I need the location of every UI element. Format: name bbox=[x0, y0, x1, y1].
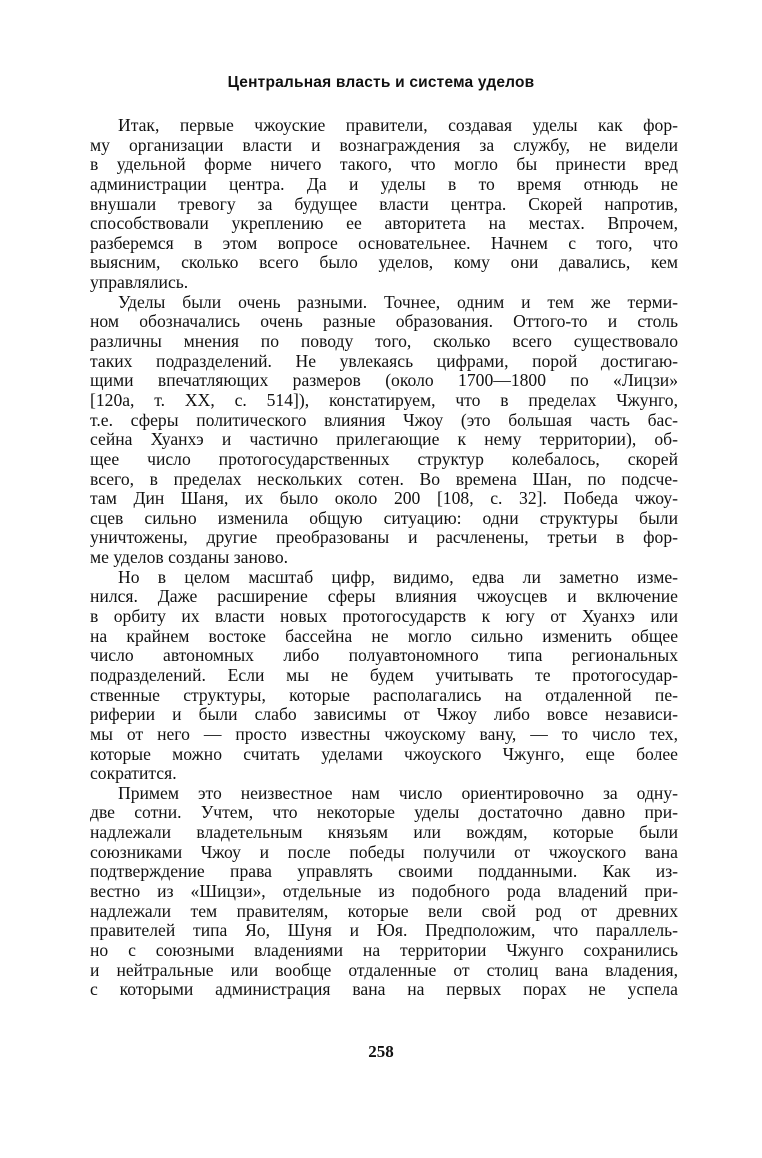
text-line: которые можно считать уделами чжоуского Чжунго, еще более bbox=[90, 744, 678, 764]
text-line: сейна Хуанхэ и частично прилегающие к нему территории), об- bbox=[90, 430, 678, 450]
text-line: риферии и были слабо зависимы от Чжоу либо вовсе независи- bbox=[90, 705, 678, 725]
text-line: мы от него — просто известны чжоускому вану, — то число тех, bbox=[90, 724, 678, 744]
text-line: способствовали укреплению ее авторитета на местах. Впрочем, bbox=[90, 214, 678, 234]
text-line: подтверждение права управлять своими подданными. Как из- bbox=[90, 862, 678, 882]
text-line: в орбиту их власти новых протогосударств к югу от Хуанхэ или bbox=[90, 607, 678, 627]
text-line: Примем это неизвестное нам число ориентировочно за одну- bbox=[118, 783, 678, 803]
text-line: всего, в пределах нескольких сотен. Во времена Шан, по подсче- bbox=[90, 469, 678, 489]
text-line: Итак, первые чжоуские правители, создавая уделы как фор- bbox=[118, 116, 678, 135]
text-line: ном обозначались очень разные образования. Оттого-то и столь bbox=[90, 312, 678, 332]
text-line: Но в целом масштаб цифр, видимо, едва ли заметно изме- bbox=[118, 567, 678, 587]
text-line: Уделы были очень разными. Точнее, одним и тем же терми- bbox=[118, 292, 678, 312]
text-line: управлялись. bbox=[90, 273, 189, 293]
text-line: в удельной форме ничего такого, что могло бы принести вред bbox=[90, 155, 678, 175]
text-line: внушали тревогу за будущее власти центра. Скорей напротив, bbox=[90, 194, 678, 214]
text-line: там Дин Шаня, их было около 200 [108, с. 32]. Победа чжоу- bbox=[90, 489, 678, 509]
text-line: на крайнем востоке бассейна не могло сильно изменить общее bbox=[90, 626, 678, 646]
page-number: 258 bbox=[368, 1042, 394, 1061]
text-line: разберемся в этом вопросе основательнее. Начнем с того, что bbox=[90, 233, 678, 253]
text-line: различны мнения по поводу того, сколько всего существовало bbox=[90, 332, 678, 352]
text-line: му организации власти и вознаграждения за службу, не видели bbox=[90, 135, 678, 155]
text-line: администрации центра. Да и уделы в то время отнюдь не bbox=[90, 174, 678, 194]
text-line: надлежали тем правителям, которые вели свой род от древних bbox=[90, 901, 678, 921]
text-line: нился. Даже расширение сферы влияния чжоусцев и включение bbox=[90, 587, 678, 607]
text-line: вестно из «Шицзи», отдельные из подобного рода владений при- bbox=[90, 881, 678, 901]
text-line: уничтожены, другие преобразованы и расчленены, третьи в фор- bbox=[90, 528, 678, 548]
text-line: таких подразделений. Не увлекаясь цифрами, порой достигаю- bbox=[90, 351, 678, 371]
text-line: но с союзными владениями на территории Чжунго сохранились bbox=[90, 940, 678, 960]
text-line: выясним, сколько всего было уделов, кому они давались, кем bbox=[90, 253, 678, 273]
text-line: ственные структуры, которые располагались на отдаленной пе- bbox=[90, 685, 678, 705]
text-line: т.е. сферы политического влияния Чжоу (это большая часть бас- bbox=[90, 410, 678, 430]
text-line: подразделений. Если мы не будем учитывать те протогосудар- bbox=[90, 665, 678, 685]
text-line: две сотни. Учтем, что некоторые уделы достаточно давно при- bbox=[90, 803, 678, 823]
text-line: с которыми администрация вана на первых порах не успела bbox=[90, 980, 678, 1000]
text-line: правителей типа Яо, Шуня и Юя. Предположим, что параллель- bbox=[90, 921, 678, 941]
text-line: надлежали владетельным князьям или вождям, которые были bbox=[90, 823, 678, 843]
text-line: щими впечатляющих размеров (около 1700—1800 по «Лицзи» bbox=[90, 371, 678, 391]
text-line: щее число протогосударственных структур колебалось, скорей bbox=[90, 449, 678, 469]
text-line: сцев сильно изменила общую ситуацию: одни структуры были bbox=[90, 508, 678, 528]
text-line: число автономных либо полуавтономного типа региональных bbox=[90, 646, 678, 666]
text-line: ме уделов созданы заново. bbox=[90, 548, 289, 568]
text-line: сократится. bbox=[90, 764, 177, 784]
text-line: союзниками Чжоу и после победы получили от чжоуского вана bbox=[90, 842, 678, 862]
text-line: [120а, т. XX, с. 514]), констатируем, что в пределах Чжунго, bbox=[90, 390, 678, 410]
running-head: Центральная власть и система уделов bbox=[227, 74, 535, 91]
text-line: и нейтральные или вообще отдаленные от столиц вана владения, bbox=[90, 960, 678, 980]
body-text bbox=[90, 116, 678, 1000]
